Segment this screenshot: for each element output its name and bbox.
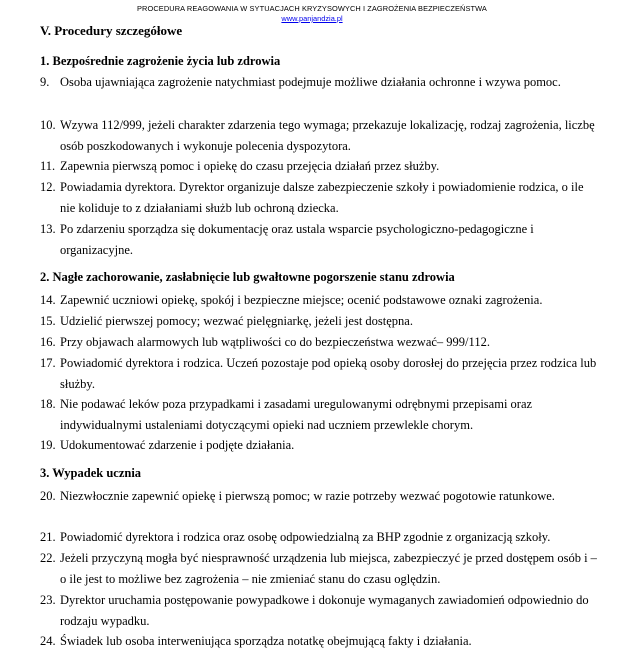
item-number: 9. bbox=[40, 75, 50, 89]
item-text: Powiadomić dyrektora i rodzica oraz osobę odpowiedzialną za BHP zgodnie z organizacją szkoły. bbox=[60, 530, 551, 544]
item-text: Zapewnić uczniowi opiekę, spokój i bezpieczne miejsce; ocenić podstawowe oznaki zagrożenia. bbox=[60, 293, 543, 307]
subsection-title-1: 1. Bezpośrednie zagrożenie życia lub zdrowia bbox=[40, 54, 281, 68]
item-number: 24. bbox=[40, 634, 56, 648]
item-text: Dyrektor uruchamia postępowanie powypadkowe i dokonuje wymaganych zawiadomień odpowiednio do rodzaju wypadku. bbox=[60, 593, 589, 628]
item-number: 18. bbox=[40, 397, 56, 411]
list-item bbox=[40, 115, 600, 156]
item-number: 11. bbox=[40, 159, 56, 173]
item-number: 21. bbox=[40, 530, 56, 544]
subsection-title-3: 3. Wypadek ucznia bbox=[40, 466, 142, 480]
list-item bbox=[40, 72, 600, 93]
item-number: 16. bbox=[40, 335, 56, 349]
item-text: Po zdarzeniu sporządza się dokumentację oraz ustala wsparcie psychologiczno-pedagogiczne i organizacyjne. bbox=[60, 222, 534, 257]
item-text: Świadek lub osoba interweniująca sporządza notatkę obejmującą fakty i działania. bbox=[60, 634, 472, 648]
item-text: Jeżeli przyczyną mogła być niesprawność urządzenia lub miejsca, zabezpieczyć je przed dostępem osób i – o ile jest to możliwe bez zagrożenia – nie zmieniać stanu do czasu oględzin. bbox=[60, 551, 597, 586]
list-item bbox=[40, 394, 600, 435]
subsection-title-2: 2. Nagłe zachorowanie, zasłabnięcie lub gwałtowne pogorszenie stanu zdrowia bbox=[40, 270, 455, 284]
item-number: 13. bbox=[40, 222, 56, 236]
list-item bbox=[40, 311, 600, 332]
list-item bbox=[40, 486, 600, 507]
list-item bbox=[40, 290, 600, 311]
item-text: Udokumentować zdarzenie i podjęte działania. bbox=[60, 438, 295, 452]
item-text: Zapewnia pierwszą pomoc i opiekę do czasu przejęcia działań przez służby. bbox=[60, 159, 440, 173]
item-text: Przy objawach alarmowych lub wątpliwości co do bezpieczeństwa wezwać– 999/112. bbox=[60, 335, 490, 349]
list-item bbox=[40, 631, 600, 652]
list-item bbox=[40, 219, 600, 260]
item-number: 15. bbox=[40, 314, 56, 328]
item-text: Wzywa 112/999, jeżeli charakter zdarzenia tego wymaga; przekazuje lokalizację, rodzaj zagrożenia, liczbę osób poszkodowanych i wykonuje polecenia dyspozytora. bbox=[60, 118, 595, 153]
header-title: PROCEDURA REAGOWANIA W SYTUACJACH KRYZYSOWYCH I ZAGROŻENIA BEZPIECZEŃSTWA bbox=[137, 4, 487, 13]
list-item bbox=[40, 527, 600, 548]
item-number: 14. bbox=[40, 293, 56, 307]
section-title: V. Procedury szczegółowe bbox=[40, 23, 183, 38]
header-link[interactable]: www.panjandzia.pl bbox=[281, 14, 343, 23]
item-number: 12. bbox=[40, 180, 56, 194]
list-item bbox=[40, 177, 600, 218]
item-text: Udzielić pierwszej pomocy; wezwać pielęgniarkę, jeżeli jest dostępna. bbox=[60, 314, 413, 328]
item-number: 23. bbox=[40, 593, 56, 607]
item-text: Osoba ujawniająca zagrożenie natychmiast podejmuje możliwe działania ochronne i wzywa pomoc. bbox=[60, 75, 561, 89]
list-item bbox=[40, 332, 600, 353]
item-text: Powiadomić dyrektora i rodzica. Uczeń pozostaje pod opieką osoby dorosłej do przejęcia przez rodzica lub służby. bbox=[60, 356, 597, 391]
item-number: 19. bbox=[40, 438, 56, 452]
item-number: 20. bbox=[40, 489, 56, 503]
item-text: Niezwłocznie zapewnić opiekę i pierwszą pomoc; w razie potrzeby wezwać pogotowie ratunkowe. bbox=[60, 489, 555, 503]
item-text: Nie podawać leków poza przypadkami i zasadami uregulowanymi odrębnymi przepisami oraz indywidualnymi ustaleniami dotyczącymi opieki nad uczniem przewlekle chorym. bbox=[60, 397, 533, 432]
list-item bbox=[40, 590, 600, 631]
item-number: 10. bbox=[40, 118, 56, 132]
list-item bbox=[40, 435, 600, 456]
item-number: 22. bbox=[40, 551, 56, 565]
item-number: 17. bbox=[40, 356, 56, 370]
list-item bbox=[40, 353, 600, 394]
list-item bbox=[40, 548, 600, 589]
list-item bbox=[40, 156, 600, 177]
item-text: Powiadamia dyrektora. Dyrektor organizuje dalsze zabezpieczenie szkoły i powiadomienie rodzica, o ile nie koliduje to z działaniami służb lub ochroną dziecka. bbox=[60, 180, 584, 215]
